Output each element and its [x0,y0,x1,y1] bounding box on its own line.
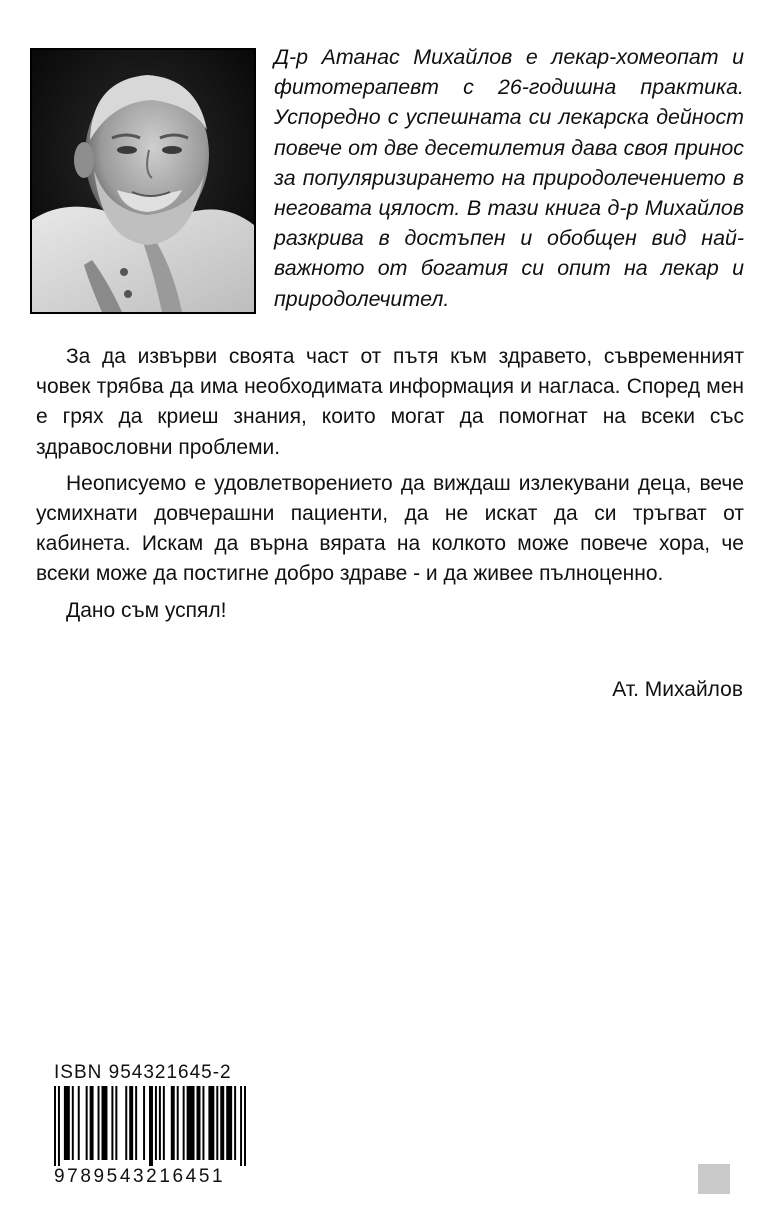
statement-paragraph: Дано съм успял! [66,598,227,622]
author-signature: Ат. Михайлов [612,678,743,701]
barcode-icon [54,1086,246,1166]
author-photo [30,48,256,314]
isbn-label: ISBN 954321645-2 [54,1062,232,1083]
author-statement [36,342,744,632]
statement-paragraph: Неописуемо е удовлетворението да виждаш излекувани деца, вече усмихнати довчерашни пациенти, да не искат да си тръгват от кабинета. Искам да върна вярата на колкото може повече хора, че всеки може да постигне добро здраве - и да живее пълноценно. [36,471,744,586]
author-bio: Д-р Атанас Михайлов е лекар-хомеопат и фитотерапевт с 26-годишна практика. Успоредно с успешната си лекарска дейност повече от две десетилетия дава своя принос за популяризирането на природолечението в неговата цялост. В тази книга д-р Михайлов разкрива в достъпен и обобщен вид най-важното от богатия си опит на лекар и природолечител. [274,45,744,311]
isbn-barcode-number: 9789543216451 [54,1166,226,1187]
isbn-barcode [54,1062,246,1190]
author-portrait-image [32,50,254,312]
price-sticker-area [698,1164,730,1194]
statement-paragraph: За да извърви своята част от пътя към здравето, съвременният човек трябва да има необходимата информация и нагласа. Според мен е грях да криеш знания, които могат да помогнат на всеки със здравословни проблеми. [36,345,744,459]
